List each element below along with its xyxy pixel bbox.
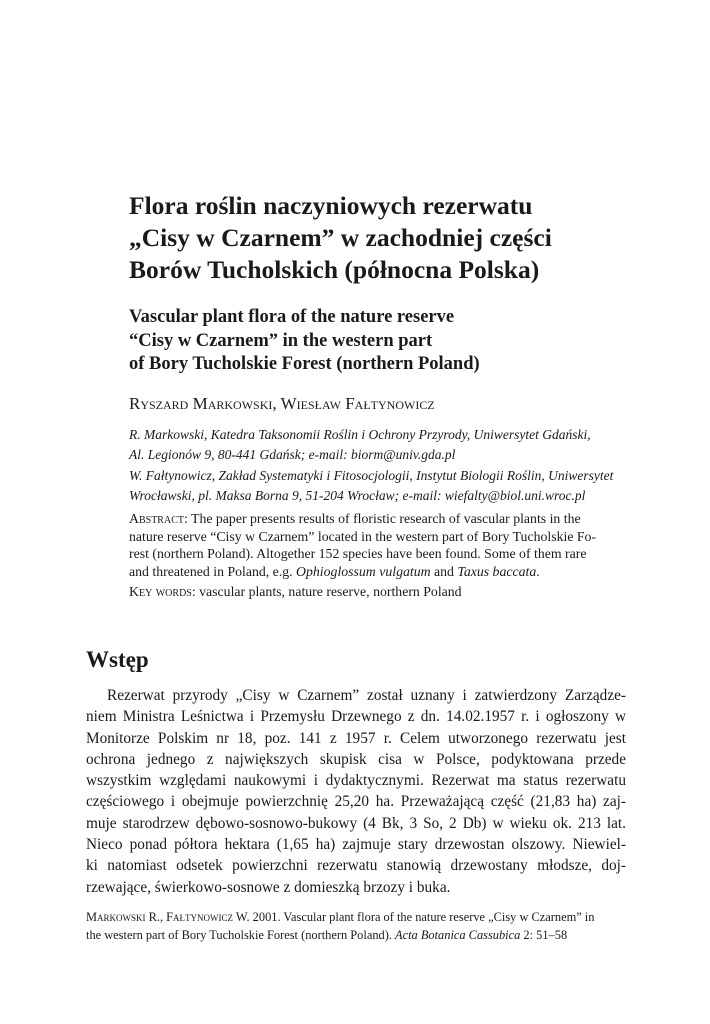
body-line: Nieco ponad półtora hektara (1,65 ha) zajmuje stary drzewostan olszowy. Niewiel- [86, 836, 626, 854]
paper-title-english [129, 306, 629, 377]
affiliation-faltynowicz [129, 466, 629, 505]
keywords-text: vascular plants, nature reserve, northern Poland [195, 584, 462, 599]
abstract [129, 510, 629, 580]
title-line: Flora roślin naczyniowych rezerwatu [129, 191, 533, 220]
keywords-label: Key words: [129, 584, 196, 599]
citation-text: 2001. Vascular plant flora of the nature reserve „Cisy w Czarnem” in [249, 910, 595, 924]
body-line: niem Ministra Leśnictwa i Przemysłu Drzewnego z dn. 14.02.1957 r. i ogłoszony w [86, 708, 626, 726]
affiliation-line: Wrocławski, pl. Maksa Borna 9, 51-204 Wrocław; e-mail: wiefalty@biol.uni.wroc.pl [129, 487, 586, 503]
citation-authors: Markowski R., Fałtynowicz W. [86, 910, 250, 924]
body-line: Rezerwat przyrody „Cisy w Czarnem” został uznany i zatwierdzony Zarządze- [107, 687, 626, 704]
body-line: rzewające, świerkowo-sosnowe z domieszką brzozy i buka. [86, 878, 451, 896]
title-line: „Cisy w Czarnem” w zachodniej części [129, 223, 552, 252]
body-line: muje starodrzew dębowo-sosnowo-bukowy (4 Bk, 3 So, 2 Db) w wieku ok. 213 lat. [86, 814, 626, 832]
affiliation-line: W. Fałtynowicz, Zakład Systematyki i Fitosocjologii, Instytut Biologii Roślin, Uniwersytet [129, 468, 614, 483]
paper-title-polish [129, 190, 649, 286]
body-line: ochrona jednego z największych skupisk cisa w Polsce, podyktowana przede [86, 750, 626, 768]
abstract-text: . [536, 563, 540, 579]
citation-text: the western part of Bory Tucholskie Forest (northern Poland). [86, 927, 396, 942]
keywords [129, 584, 462, 600]
subtitle-line: Vascular plant flora of the nature reserve [129, 307, 455, 327]
body-line: wszystkim względami naukowymi i dydaktycznymi. Rezerwat ma status rezerwatu [86, 772, 626, 790]
abstract-text: and threatened in Poland, e.g. [129, 563, 297, 579]
abstract-label: Abstract: [129, 511, 188, 526]
section-heading: Wstęp [86, 647, 149, 672]
citation-text: 2: 51–58 [520, 927, 568, 942]
abstract-text: The paper presents results of floristic research of vascular plants in the [187, 511, 581, 526]
citation-footer [86, 909, 626, 944]
abstract-line [129, 563, 629, 581]
abstract-line: rest (northern Poland). Altogether 152 species have been found. Some of them rare [129, 546, 587, 561]
affiliation-line: Al. Legionów 9, 80-441 Gdańsk; e-mail: biorm@univ.gda.pl [129, 446, 456, 462]
body-line: częściowego i obejmuje powierzchnię 25,20 ha. Przeważającą część (21,83 ha) zaj- [86, 793, 626, 811]
abstract-text: and [430, 563, 458, 579]
abstract-line [129, 510, 629, 528]
affiliation-line: R. Markowski, Katedra Taksonomii Roślin i Ochrony Przyrody, Uniwersytet Gdański, [129, 427, 591, 442]
title-line: Borów Tucholskich (północna Polska) [129, 255, 540, 284]
citation-line [86, 927, 626, 945]
species-name: Taxus baccata [457, 563, 537, 579]
affiliation-markowski [129, 425, 629, 464]
species-name: Ophioglossum vulgatum [296, 563, 431, 579]
author-list: Ryszard Markowski, Wiesław Fałtynowicz [129, 394, 435, 413]
citation-line [86, 909, 626, 927]
abstract-line: nature reserve “Cisy w Czarnem” located in the western part of Bory Tucholskie Fo- [129, 528, 597, 544]
section-body [86, 685, 626, 898]
subtitle-line: of Bory Tucholskie Forest (northern Poland) [129, 354, 480, 374]
body-line: ki natomiast odsetek powierzchni rezerwatu stanowią drzewostany młodsze, doj- [86, 857, 626, 875]
journal-name: Acta Botanica Cassubica [395, 927, 521, 942]
body-line: Monitorze Polskim nr 18, poz. 141 z 1957 r. Celem utworzonego rezerwatu jest [86, 729, 626, 747]
subtitle-line: “Cisy w Czarnem” in the western part [129, 330, 433, 351]
